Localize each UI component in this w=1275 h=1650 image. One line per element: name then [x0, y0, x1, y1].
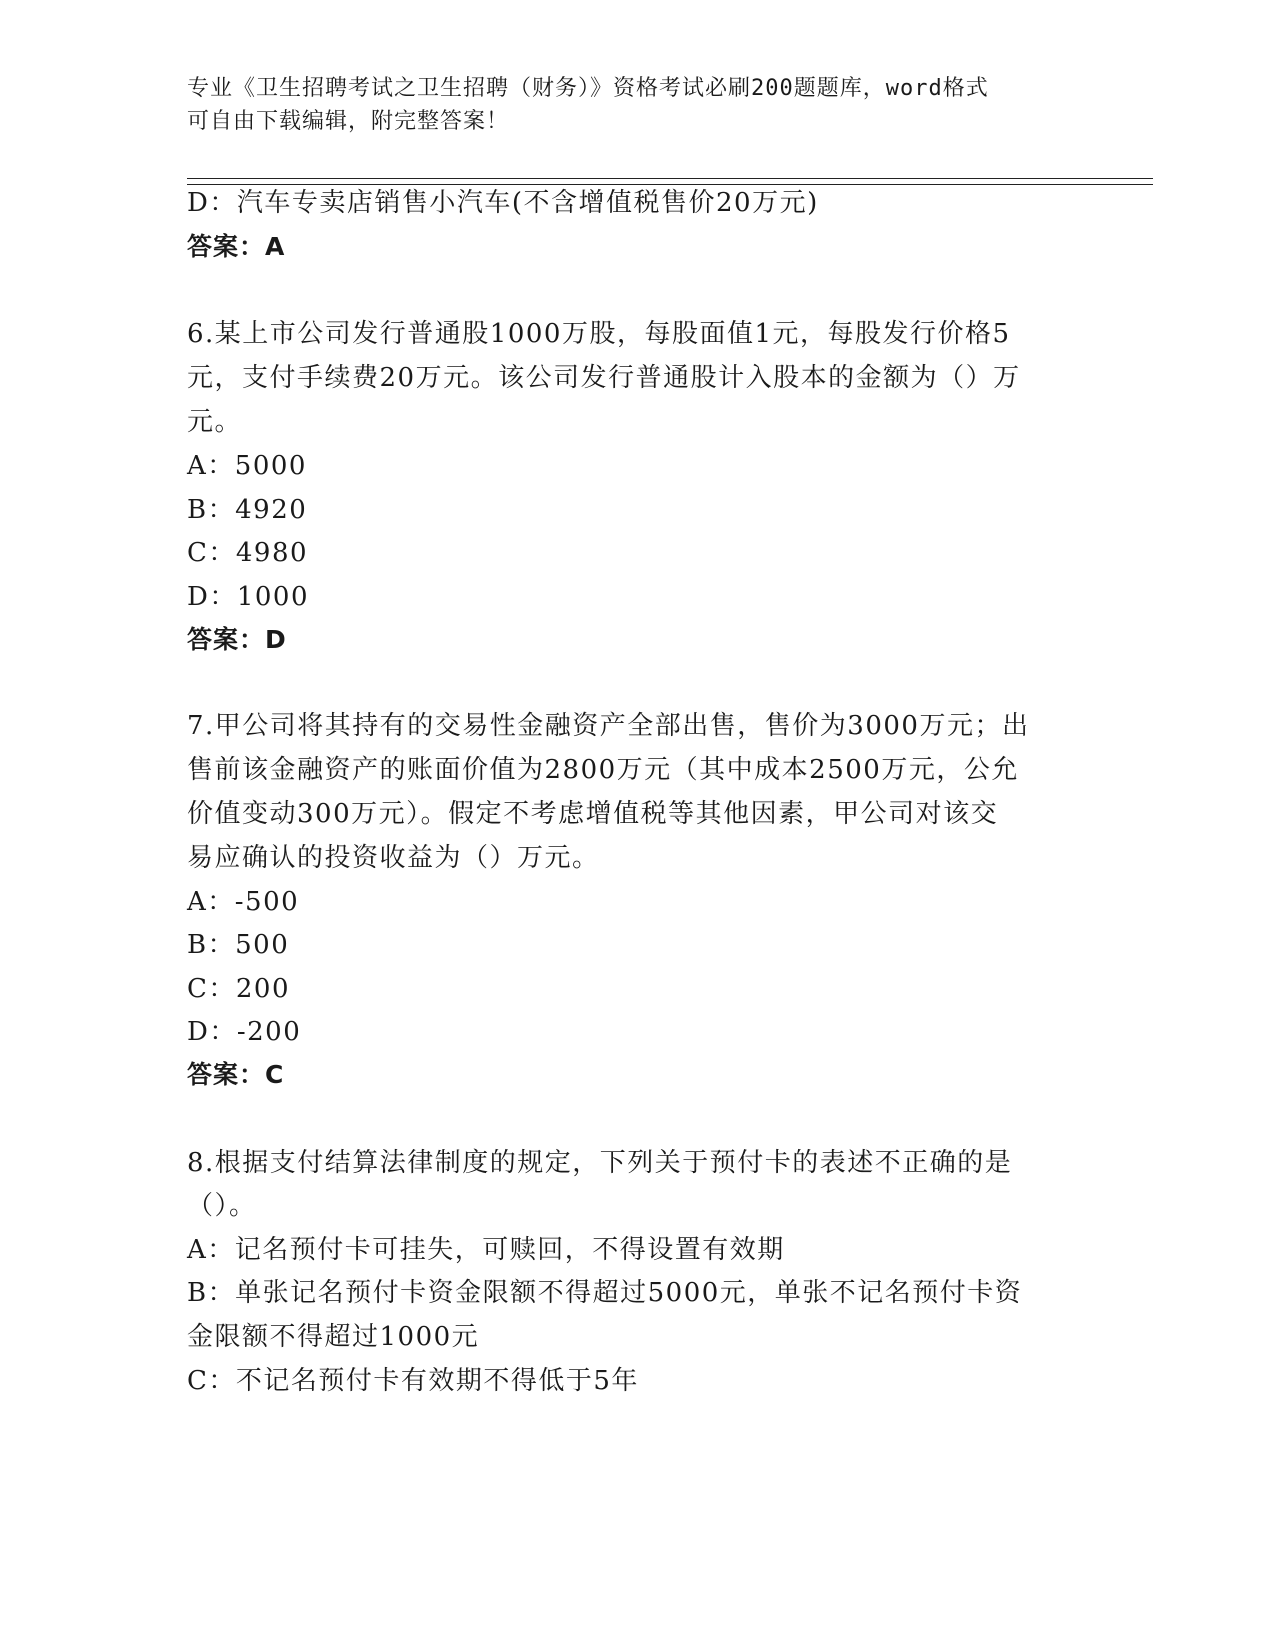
q8-stem-line-1: 8.根据支付结算法律制度的规定，下列关于预付卡的表述不正确的是	[187, 1148, 1013, 1178]
q7-option-d: D：-200	[187, 1017, 302, 1047]
q7-option-c: C：200	[187, 974, 291, 1004]
q7-stem-line-1: 7.甲公司将其持有的交易性金融资产全部出售，售价为3000万元；出	[187, 711, 1030, 741]
q7-stem-line-3: 价值变动300万元）。假定不考虑增值税等其他因素，甲公司对该交	[187, 799, 999, 829]
q6-answer: 答案：D	[187, 625, 287, 654]
document-header	[187, 72, 1067, 138]
q6-option-b: B：4920	[187, 495, 308, 525]
q6-stem-line-3: 元。	[187, 407, 243, 437]
q7-stem-line-4: 易应确认的投资收益为（）万元。	[187, 843, 600, 873]
q8-stem-line-2: （）。	[187, 1191, 257, 1221]
q5-answer: 答案：A	[187, 232, 286, 261]
q6-option-d: D：1000	[187, 582, 310, 612]
q6-option-a: A：5000	[187, 451, 307, 481]
q6-option-c: C：4980	[187, 538, 309, 568]
q7-option-a: A：-500	[187, 887, 300, 917]
q8-option-b-line-1: B：单张记名预付卡资金限额不得超过5000元，单张不记名预付卡资	[187, 1278, 1023, 1308]
q6-stem-line-1: 6.某上市公司发行普通股1000万股，每股面值1元，每股发行价格5	[187, 319, 1011, 349]
q8-option-c: C：不记名预付卡有效期不得低于5年	[187, 1366, 639, 1396]
header-divider-top	[187, 178, 1153, 179]
header-title-line-2: 可自由下载编辑，附完整答案！	[187, 109, 510, 134]
q7-stem-line-2: 售前该金融资产的账面价值为2800万元（其中成本2500万元，公允	[187, 755, 1019, 785]
header-title-line-1: 专业《卫生招聘考试之卫生招聘（财务）》资格考试必刷200题题库，word格式	[187, 76, 989, 101]
header-divider-bottom	[187, 184, 1153, 185]
q5-option-d: D：汽车专卖店销售小汽车(不含增值税售价20万元)	[187, 188, 819, 218]
q8-option-a: A：记名预付卡可挂失，可赎回，不得设置有效期	[187, 1235, 785, 1265]
q7-answer: 答案：C	[187, 1060, 285, 1089]
q7-option-b: B：500	[187, 930, 290, 960]
q6-stem-line-2: 元，支付手续费20万元。该公司发行普通股计入股本的金额为（）万	[187, 363, 1021, 393]
q8-option-b-line-2: 金限额不得超过1000元	[187, 1322, 480, 1352]
